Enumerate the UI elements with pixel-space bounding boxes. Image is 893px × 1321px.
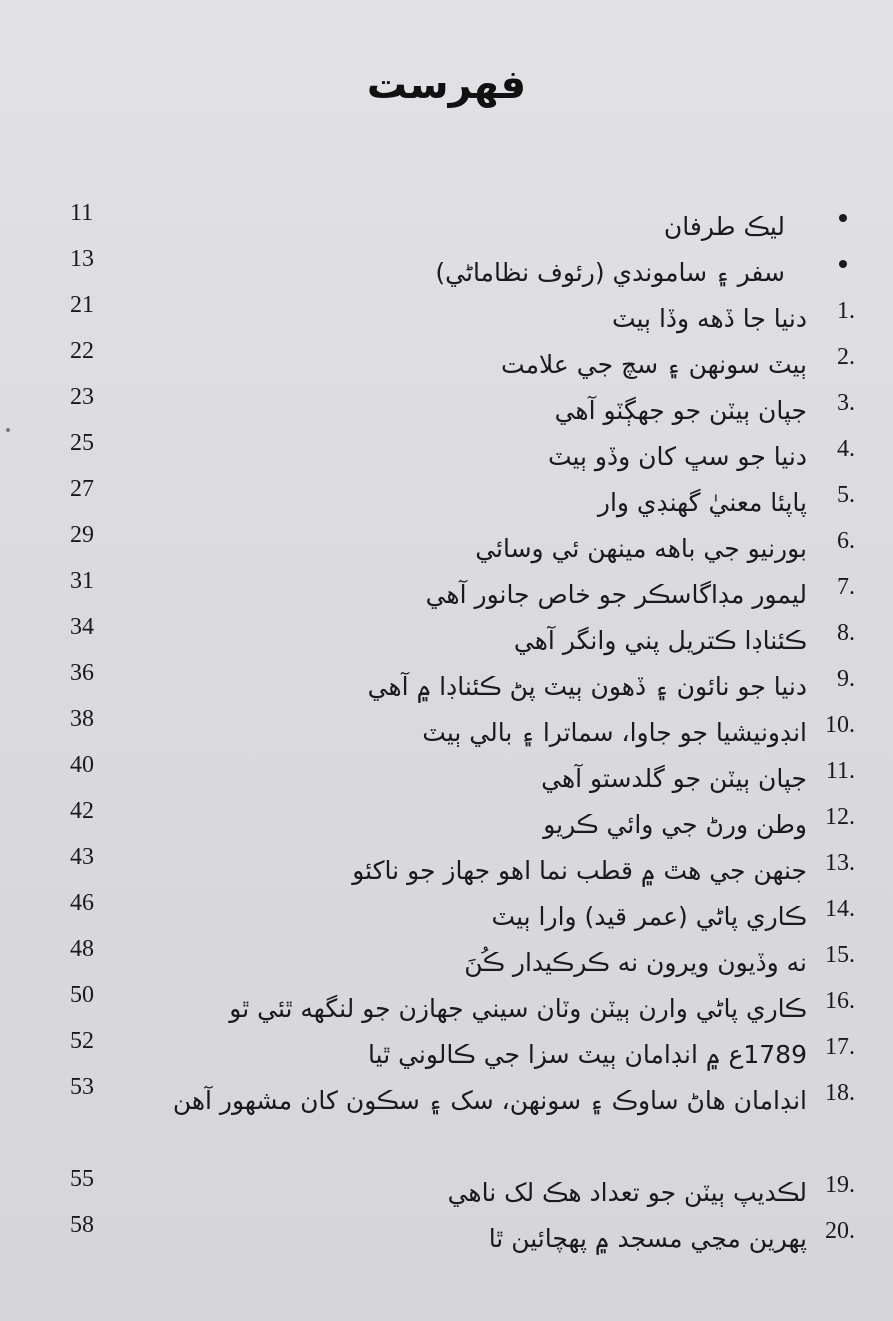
toc-entry-page: 43 bbox=[70, 844, 94, 870]
toc-entry-page: 55 bbox=[70, 1166, 94, 1192]
toc-entry bbox=[50, 246, 855, 292]
toc-entry-number: 12. bbox=[825, 804, 855, 830]
toc-entry-title: دنيا جا ڏهه وڏا ٻيٽ bbox=[611, 304, 807, 333]
toc-entry-number: 4. bbox=[837, 436, 855, 462]
toc-entry-page: 53 bbox=[70, 1074, 94, 1100]
table-of-contents bbox=[50, 200, 855, 1258]
toc-entry bbox=[50, 660, 855, 706]
toc-entry-page: 46 bbox=[70, 890, 94, 916]
toc-entry bbox=[50, 1212, 855, 1258]
toc-entry bbox=[50, 752, 855, 798]
toc-entry-page: 29 bbox=[70, 522, 94, 548]
toc-entry-title: ڪئناڊا ڪتريل پني وانگر آهي bbox=[513, 626, 807, 655]
toc-entry-number: 2. bbox=[837, 344, 855, 370]
toc-entry-title: ليمور مڊاگاسڪر جو خاص جانور آهي bbox=[425, 580, 807, 609]
toc-entry-number: 8. bbox=[837, 620, 855, 646]
toc-entry bbox=[50, 1074, 855, 1166]
toc-entry-title: ڪاري پاڻي (عمر قيد) وارا ٻيٽ bbox=[491, 902, 807, 931]
toc-entry-page: 42 bbox=[70, 798, 94, 824]
paper-speck bbox=[6, 428, 10, 432]
toc-entry-title: جپان ٻيٽن جو جهڳٽو آهي bbox=[554, 396, 807, 425]
toc-entry bbox=[50, 982, 855, 1028]
toc-entry-page: 21 bbox=[70, 292, 94, 318]
toc-entry-title: سفر ۽ ساموندي (رئوف نظاماڻي) bbox=[435, 258, 785, 287]
toc-entry-title: ليڪ طرفان bbox=[663, 212, 785, 241]
toc-entry bbox=[50, 614, 855, 660]
toc-entry-page: 13 bbox=[70, 246, 94, 272]
toc-entry bbox=[50, 844, 855, 890]
page-title: فهرست bbox=[366, 62, 527, 108]
toc-entry bbox=[50, 568, 855, 614]
toc-entry bbox=[50, 430, 855, 476]
toc-entry bbox=[50, 706, 855, 752]
toc-entry bbox=[50, 200, 855, 246]
toc-entry-number: 11. bbox=[825, 758, 855, 784]
toc-entry-number: 6. bbox=[837, 528, 855, 554]
toc-entry bbox=[50, 476, 855, 522]
toc-entry-page: 11 bbox=[70, 200, 94, 226]
toc-entry-title: وطن ورڻ جي وائي ڪريو bbox=[543, 810, 807, 839]
toc-entry-page: 38 bbox=[70, 706, 94, 732]
toc-entry-title: نه وڏيون ويرون نه ڪرڪيدار ڪُنَ bbox=[464, 948, 807, 977]
toc-entry-number: 15. bbox=[825, 942, 855, 968]
toc-entry bbox=[50, 936, 855, 982]
toc-entry-page: 52 bbox=[70, 1028, 94, 1054]
toc-entry-title: پهرين مڃي مسجد ۾ پهچائين ٿا bbox=[488, 1224, 807, 1253]
toc-entry bbox=[50, 890, 855, 936]
toc-entry-number: 16. bbox=[825, 988, 855, 1014]
toc-entry-title: ڪاري پاڻي وارن ٻيٽن وٽان سيني جهازن جو لنگهه ٿئي ٿو bbox=[229, 994, 807, 1023]
toc-entry bbox=[50, 522, 855, 568]
toc-entry-page: 40 bbox=[70, 752, 94, 778]
toc-entry-number: 13. bbox=[825, 850, 855, 876]
toc-entry-page: 25 bbox=[70, 430, 94, 456]
toc-entry-title: انڊونيشيا جو جاوا، سماترا ۽ بالي ٻيٽ bbox=[422, 718, 807, 747]
toc-entry-page: 58 bbox=[70, 1212, 94, 1238]
toc-entry-page: 22 bbox=[70, 338, 94, 364]
toc-entry-page: 50 bbox=[70, 982, 94, 1008]
toc-entry-title: بورنيو جي باهه مينهن ئي وسائي bbox=[475, 534, 807, 563]
bullet-icon bbox=[839, 214, 847, 222]
toc-entry-number: 3. bbox=[837, 390, 855, 416]
toc-entry-title: ٻيٽ سونهن ۽ سچ جي علامت bbox=[501, 350, 807, 379]
bullet-icon bbox=[839, 260, 847, 268]
toc-entry-title: لڪديپ ٻيٽن جو تعداد هڪ لک ناهي bbox=[447, 1178, 807, 1207]
toc-entry bbox=[50, 1166, 855, 1212]
toc-entry-page: 36 bbox=[70, 660, 94, 686]
toc-entry-number: 10. bbox=[825, 712, 855, 738]
toc-entry bbox=[50, 338, 855, 384]
toc-entry-number: 14. bbox=[825, 896, 855, 922]
toc-entry-title: دنيا جو نائون ۽ ڏهون ٻيٽ پڻ ڪئناڊا ۾ آهي bbox=[367, 672, 807, 701]
toc-entry-number: 1. bbox=[837, 298, 855, 324]
toc-entry-title: دنيا جو سڀ کان وڏو ٻيٽ bbox=[547, 442, 807, 471]
toc-entry-title: پاپئا معنيٰ گهنڊي وار bbox=[597, 488, 807, 517]
toc-entry-page: 34 bbox=[70, 614, 94, 640]
toc-entry-number: 7. bbox=[837, 574, 855, 600]
toc-entry-page: 23 bbox=[70, 384, 94, 410]
toc-entry bbox=[50, 798, 855, 844]
toc-entry-title: 1789ع ۾ انڊامان ٻيٽ سزا جي ڪالوني ٿيا bbox=[368, 1040, 807, 1069]
toc-entry-page: 27 bbox=[70, 476, 94, 502]
toc-entry bbox=[50, 384, 855, 430]
toc-entry-number: 19. bbox=[825, 1172, 855, 1198]
toc-entry-number: 9. bbox=[837, 666, 855, 692]
toc-entry-number: 17. bbox=[825, 1034, 855, 1060]
toc-entry-number: 18. bbox=[825, 1080, 855, 1106]
toc-entry-title: جنهن جي هٿ ۾ قطب نما اهو جهاز جو ناکئو bbox=[352, 856, 807, 885]
toc-entry-title: جپان ٻيٽن جو گلدستو آهي bbox=[541, 764, 807, 793]
toc-entry-number: 5. bbox=[837, 482, 855, 508]
toc-entry-page: 48 bbox=[70, 936, 94, 962]
toc-entry bbox=[50, 292, 855, 338]
toc-entry bbox=[50, 1028, 855, 1074]
toc-entry-page: 31 bbox=[70, 568, 94, 594]
toc-entry-title: انڊامان هاڻ ساوڪ ۽ سونهن، سک ۽ سڪون کان مشهور آهن bbox=[172, 1086, 807, 1115]
toc-entry-number: 20. bbox=[825, 1218, 855, 1244]
